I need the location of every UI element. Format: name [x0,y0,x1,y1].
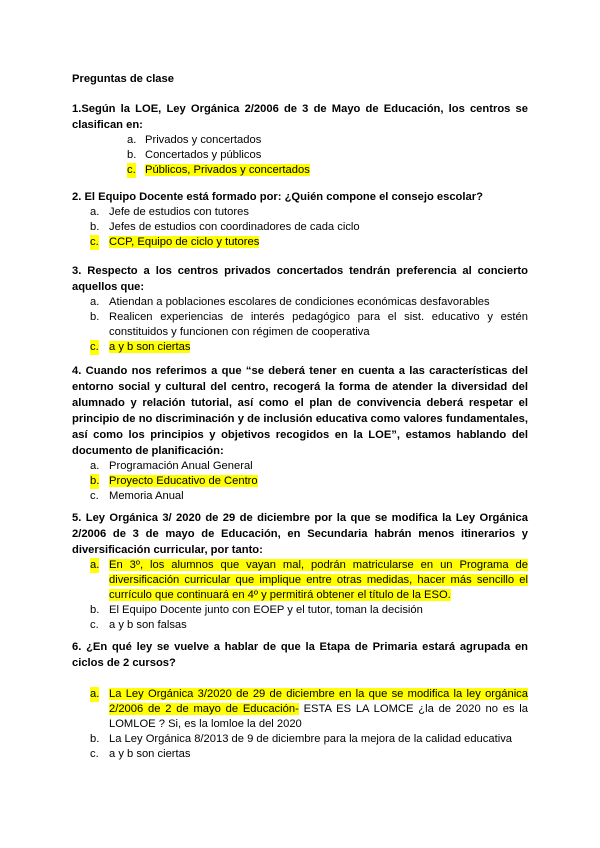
question-text: 6. ¿En qué ley se vuelve a hablar de que la Etapa de Primaria estará agrupada en ciclos de 2 cursos? [72,641,528,669]
option-marker: c. [127,164,136,176]
option-text-highlighted: Proyecto Educativo de Centro [109,475,258,487]
options-list [72,205,528,250]
options-list [72,295,528,355]
option-marker: b. [90,221,100,233]
option-text: Memoria Anual [109,490,184,502]
option-text: a y b son ciertas [109,748,191,760]
options-list [72,459,528,504]
question-4 [72,363,528,504]
option-a [72,459,528,474]
option-text-highlighted: CCP, Equipo de ciclo y tutores [109,236,260,248]
option-marker: c. [90,748,99,760]
option-c [72,235,528,250]
option-text: El Equipo Docente junto con EOEP y el tutor, toman la decisión [109,604,423,616]
option-text: a y b son falsas [109,619,187,631]
option-b [72,310,528,340]
question-2 [72,189,528,250]
question-text: 4. Cuando nos referimos a que “se deberá tener en cuenta a las características del entorno social y cultural del centro, recogerá la forma de atender la diversidad del alumnado y relación tutorial, así como el plan de convivencia deberá respetar el principio de no discriminación y de inclusión educativa como valores fundamentales, así como los principios y objetivos recogidos en la LOE”, estamos hablando del documento de planificación: [72,365,528,457]
options-list [72,133,528,178]
question-5 [72,510,528,633]
option-marker: b. [90,604,100,616]
option-text-highlighted: Públicos, Privados y concertados [145,164,310,176]
option-b [72,148,528,163]
option-marker: c. [90,236,99,248]
option-text: Privados y concertados [145,134,262,146]
option-b [72,474,528,489]
question-6 [72,639,528,762]
option-marker: c. [90,490,99,502]
option-c [72,163,528,178]
option-marker: a. [90,296,100,308]
option-b [72,732,528,747]
options-list [72,687,528,762]
option-annotation: ESTA ES LA LOMCE ¿la de 2020 no es la LOMLOE ? Si, es la lomloe la del 2020 [109,703,529,730]
option-text: La Ley Orgánica 8/2013 de 9 de diciembre para la mejora de la calidad educativa [109,733,513,745]
option-text: Realicen experiencias de interés pedagógico para el sist. educativo y estén constituidos y funcionen con régimen de cooperativa [109,311,528,338]
option-c [72,489,528,504]
option-text-highlighted: En 3º, los alumnos que vayan mal, podrán matricularse en un Programa de diversificación curricular que implique entre otras medidas, hacer más sencillo el currículo que continuará en 4º y permitirá obtener el título de la ESO. [109,559,528,601]
option-c [72,340,528,355]
question-text: 5. Ley Orgánica 3/ 2020 de 29 de diciembre por la que se modifica la Ley Orgánica 2/2006 de 3 de mayo de Educación, en Secundaria habrán menos itinerarios y diversificación curricular, por tanto: [72,512,528,556]
option-text: Jefe de estudios con tutores [109,206,249,218]
option-a [72,687,528,732]
option-a [72,295,528,310]
option-a [72,558,528,603]
question-3 [72,263,528,355]
option-a [72,205,528,220]
option-marker: a. [90,206,100,218]
option-marker: b. [90,311,100,323]
options-list [72,558,528,633]
option-marker: b. [127,149,137,161]
option-b [72,603,528,618]
option-marker: b. [90,475,100,487]
option-marker: b. [90,733,100,745]
option-marker: a. [90,460,100,472]
option-marker: c. [90,341,99,353]
option-marker: a. [90,559,100,571]
option-marker: c. [90,619,99,631]
option-text-highlighted: La Ley Orgánica 3/2020 de 29 de diciembre en la que se modifica la ley orgánica 2/2006 de 2 de mayo de Educación- [109,688,528,715]
option-c [72,747,528,762]
page-title: Preguntas de clase [72,73,174,85]
option-c [72,618,528,633]
question-text: 1.Según la LOE, Ley Orgánica 2/2006 de 3 de Mayo de Educación, los centros se clasifican en: [72,103,528,131]
option-marker: a. [127,134,137,146]
option-a [72,133,528,148]
option-text: Atiendan a poblaciones escolares de condiciones económicas desfavorables [109,296,490,308]
option-text: Jefes de estudios con coordinadores de cada ciclo [109,221,360,233]
option-text-highlighted: a y b son ciertas [109,341,191,353]
option-text: Programación Anual General [109,460,253,472]
option-marker: a. [90,688,100,700]
question-text: 2. El Equipo Docente está formado por: ¿Quién compone el consejo escolar? [72,191,483,203]
question-1 [72,101,528,178]
option-text: Concertados y públicos [145,149,262,161]
question-text: 3. Respecto a los centros privados concertados tendrán preferencia al concierto aquellos que: [72,265,528,293]
option-b [72,220,528,235]
